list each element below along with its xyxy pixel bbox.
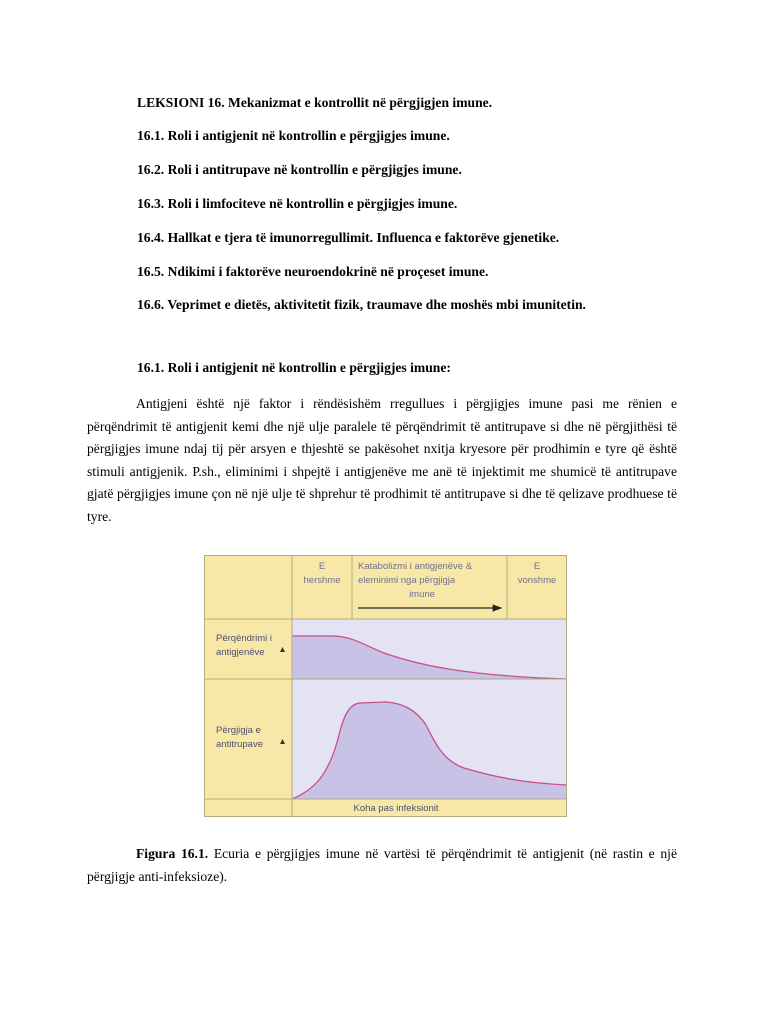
- toc-item-16-6: 16.6. Veprimet e dietës, aktivitetit fizik, traumave dhe moshës mbi imunitetin.: [137, 297, 586, 312]
- figure-caption: [87, 843, 677, 888]
- phase-early-label-1: E: [318, 561, 326, 572]
- caption-label: Figura 16.1.: [136, 846, 209, 861]
- phase-mid-label-3: imune: [409, 589, 435, 600]
- phase-late-label-2: vonshme: [517, 575, 557, 586]
- toc-item-16-3: 16.3. Roli i limfociteve në kontrollin e përgjigjes imune.: [137, 196, 458, 211]
- figure-diagram: [204, 555, 567, 817]
- row1-label-2: antigjenëve: [216, 647, 265, 658]
- toc-item-16-2: 16.2. Roli i antitrupave në kontrollin e përgjigjes imune.: [137, 162, 462, 177]
- row2-label-2: antitrupave: [216, 739, 264, 750]
- row1-label-1: Përqëndrimi i: [216, 633, 272, 644]
- toc-item-16-5: 16.5. Ndikimi i faktorëve neuroendokrinë në proçeset imune.: [137, 264, 489, 279]
- toc-item-16-1: 16.1. Roli i antigjenit në kontrollin e përgjigjes imune.: [137, 128, 450, 143]
- phase-mid-label-2: eleminimi nga përgjigja: [358, 575, 456, 586]
- row2-label-1: Përgjigja e: [216, 725, 261, 736]
- toc-item-16-4: 16.4. Hallkat e tjera të imunorregullimit. Influenca e faktorëve gjenetike.: [137, 230, 560, 245]
- lesson-title: LEKSIONI 16. Mekanizmat e kontrollit në përgjigjen imune.: [137, 95, 493, 110]
- x-axis-label: Koha pas infeksionit: [353, 803, 439, 814]
- phase-late-label-1: E: [533, 561, 541, 572]
- phase-early-label-2: hershme: [303, 575, 341, 586]
- figure-antigen-response: [204, 555, 567, 817]
- caption-text: Ecuria e përgjigjes imune në vartësi të përqëndrimit të antigjenit (në rastin e një përgjigje anti-infeksioze).: [87, 846, 677, 884]
- figure-label-column: [204, 619, 292, 799]
- body-paragraph: Antigjeni është një faktor i rëndësishëm rregullues i përgjigjes imune pasi me rënien e përqëndrimit të antigjenit kemi dhe një ulje paralele të përqëndrimit të antitrupave si dhe në përgjithësi të përgjigjes imune ndaj tij për arsyen e thjeshtë se pakësohet nxitja kryesore për prodhimin e tyre që është stimuli antigjenik. P.sh., eliminimi i shpejtë i antigjenëve me anë të injektimit me shumicë të antitrupave gjatë përgjigjes imune çon në një ulje të shprehur të prodhimit të antitrupave si dhe të qelizave prodhuese të tyre.: [87, 396, 677, 524]
- phase-mid-label-1: Katabolizmi i antigjenëve &: [358, 561, 473, 572]
- section-title: 16.1. Roli i antigjenit në kontrollin e përgjigjes imune:: [137, 360, 451, 375]
